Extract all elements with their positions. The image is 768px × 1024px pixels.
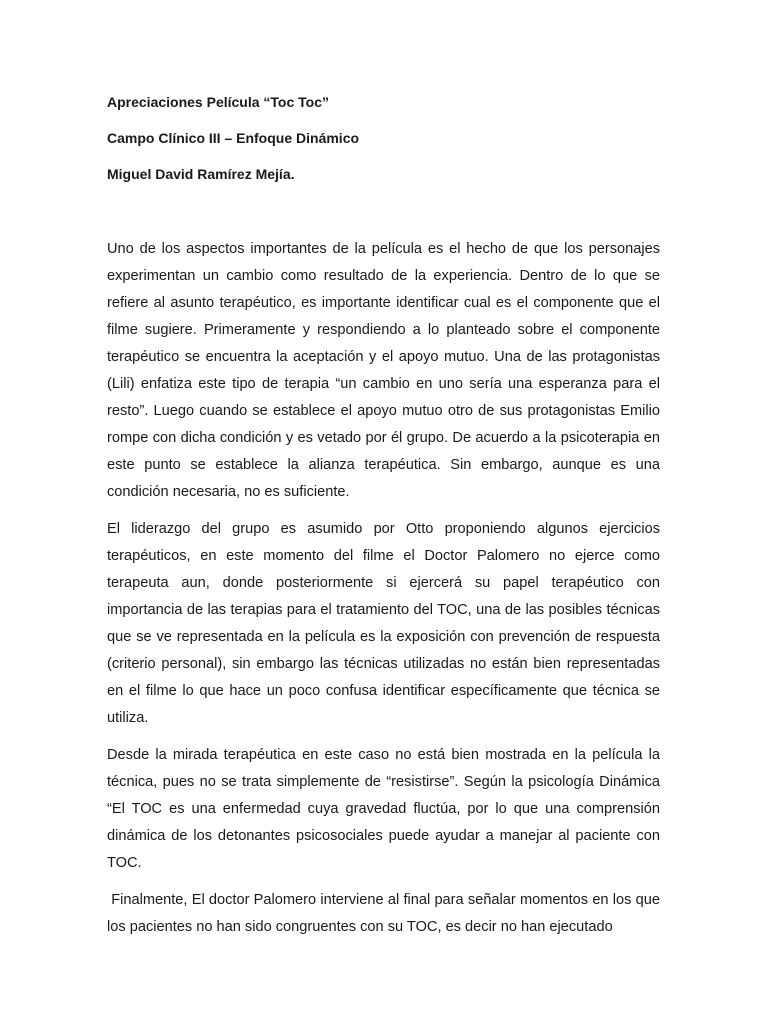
author-name: Miguel David Ramírez Mejía.	[107, 166, 295, 182]
document-body	[107, 236, 665, 951]
paragraph-1: Uno de los aspectos importantes de la película es el hecho de que los personajes experimentan un cambio como resultado de la experiencia. Dentro de lo que se refiere al asunto terapéutico, es importante identificar cual es el componente que el filme sugiere. Primeramente y respondiendo a lo planteado sobre el componente terapéutico se encuentra la aceptación y el apoyo mutuo. Una de las protagonistas (Lili) enfatiza este tipo de terapia “un cambio en uno sería una esperanza para el resto”. Luego cuando se establece el apoyo mutuo otro de sus protagonistas Emilio rompe con dicha condición y es vetado por él grupo. De acuerdo a la psicoterapia en este punto se establece la alianza terapéutica. Sin embargo, aunque es una condición necesaria, no es suficiente.	[107, 241, 660, 500]
course-name: Campo Clínico III – Enfoque Dinámico	[107, 130, 360, 146]
document-title: Apreciaciones Película “Toc Toc”	[107, 94, 329, 110]
document-header	[107, 92, 667, 200]
paragraph-4: Finalmente, El doctor Palomero interviene al final para señalar momentos en los que los pacientes no han sido congruentes con su TOC, es decir no han ejecutado	[107, 892, 665, 935]
paragraph-2: El liderazgo del grupo es asumido por Otto proponiendo algunos ejercicios terapéuticos, en este momento del filme el Doctor Palomero no ejerce como terapeuta aun, donde posteriormente si ejercerá su papel terapéutico con importancia de las terapias para el tratamiento del TOC, una de las posibles técnicas que se ve representada en la película es la exposición con prevención de respuesta (criterio personal), sin embargo las técnicas utilizadas no están bien representadas en el filme lo que hace un poco confusa identificar específicamente que técnica se utiliza.	[107, 521, 660, 726]
paragraph-3: Desde la mirada terapéutica en este caso no está bien mostrada en la película la técnica, pues no se trata simplemente de “resistirse”. Según la psicología Dinámica “El TOC es una enfermedad cuya gravedad fluctúa, por lo que una comprensión dinámica de los detonantes psicosociales puede ayudar a manejar al paciente con TOC.	[107, 747, 660, 871]
